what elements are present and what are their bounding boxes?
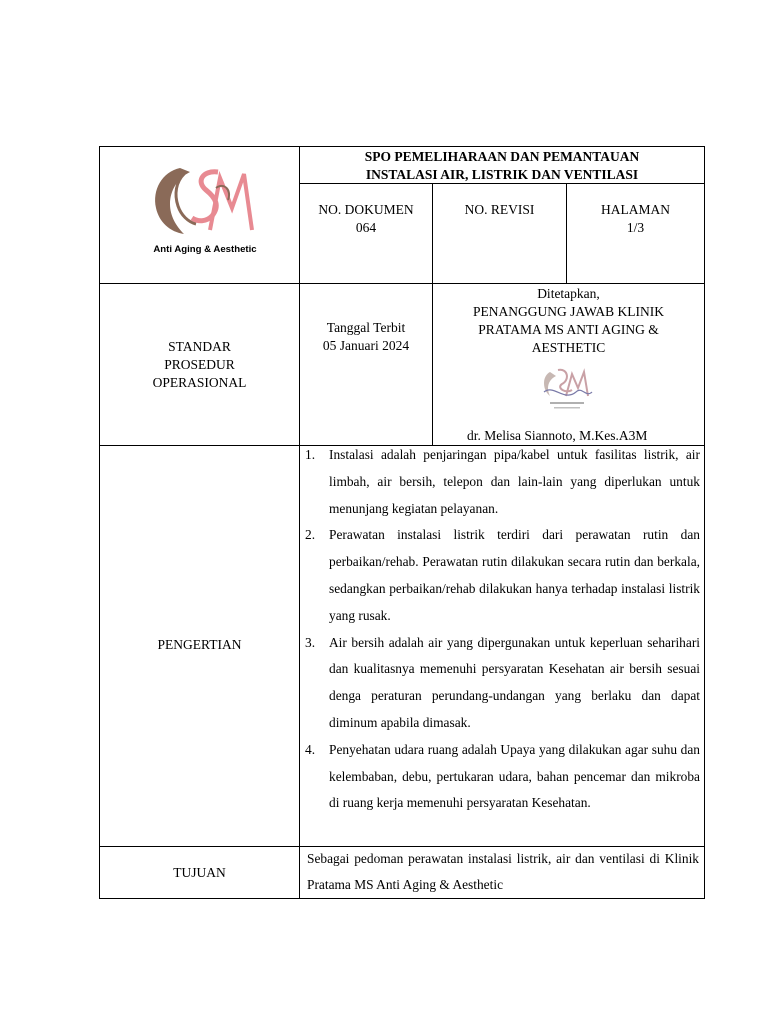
list-item-text: Instalasi adalah penjaringan pipa/kabel untuk fasilitas listrik, air limbah, air bersih, telepon dan lain-lain yang diperlukan untuk menunjang kegiatan pelayanan. bbox=[329, 447, 700, 516]
tanggal-terbit-label: Tanggal Terbit bbox=[326, 320, 406, 335]
list-item bbox=[305, 442, 700, 522]
logo-caption: Anti Aging & Aesthetic bbox=[153, 244, 257, 255]
table-border-right bbox=[704, 146, 705, 899]
no-revisi-cell bbox=[433, 201, 566, 219]
pj-line-1: PENANGGUNG JAWAB KLINIK bbox=[473, 304, 664, 319]
signer-name: dr. Melisa Siannoto, M.Kes.A3M bbox=[467, 428, 648, 443]
tanggal-terbit-value: 05 Januari 2024 bbox=[322, 338, 410, 353]
ms-monogram-icon bbox=[140, 160, 270, 244]
sop-label-line-3: OPERASIONAL bbox=[152, 375, 247, 390]
list-item-text: Perawatan instalasi listrik terdiri dari perawatan rutin dan perbaikan/rehab. Perawatan rutin dilakukan secara rutin dan berkala, sedangkan perbaikan/rehab dilakukan hanya terhadap instalasi listrik yang rusak. bbox=[329, 527, 700, 623]
sop-label-line-2: PROSEDUR bbox=[164, 357, 235, 372]
sop-label bbox=[100, 338, 299, 392]
halaman-cell bbox=[567, 201, 704, 237]
signature-icon bbox=[536, 362, 596, 418]
list-item-number: 3. bbox=[305, 634, 316, 650]
list-item-number: 2. bbox=[305, 527, 316, 543]
tujuan-text: Sebagai pedoman perawatan instalasi listrik, air dan ventilasi di Klinik Pratama MS Anti Aging & Aesthetic bbox=[307, 851, 699, 892]
list-item bbox=[305, 737, 700, 817]
list-item-number: 4. bbox=[305, 741, 316, 757]
pengertian-label: PENGERTIAN bbox=[157, 637, 242, 652]
table-border-bottom bbox=[99, 898, 705, 899]
column-divider-main bbox=[299, 146, 300, 899]
tujuan-label: TUJUAN bbox=[173, 865, 226, 880]
list-item bbox=[305, 630, 700, 737]
no-dokumen-cell bbox=[300, 201, 432, 237]
signature-stamp bbox=[536, 362, 596, 418]
clinic-logo bbox=[140, 160, 270, 264]
pj-line-2: PRATAMA MS ANTI AGING & bbox=[478, 322, 659, 337]
halaman-value: 1/3 bbox=[626, 220, 645, 235]
title-line-2: INSTALASI AIR, LISTRIK DAN VENTILASI bbox=[365, 167, 639, 182]
ditetapkan-label: Ditetapkan, bbox=[537, 286, 600, 301]
title-line-1: SPO PEMELIHARAAN DAN PEMANTAUAN bbox=[364, 149, 640, 164]
table-border-left bbox=[99, 146, 100, 899]
no-revisi-label: NO. REVISI bbox=[464, 202, 535, 217]
halaman-label: HALAMAN bbox=[601, 202, 670, 217]
no-dokumen-value: 064 bbox=[355, 220, 377, 235]
list-item bbox=[305, 522, 700, 629]
list-item-text: Penyehatan udara ruang adalah Upaya yang dilakukan agar suhu dan kelembaban, debu, pertukaran udara, bahan pencemar dan mikroba di ruang kerja memenuhi persyaratan Kesehatan. bbox=[329, 741, 700, 811]
list-item-number: 1. bbox=[305, 447, 316, 462]
row-divider-header bbox=[99, 283, 705, 284]
no-dokumen-label: NO. DOKUMEN bbox=[318, 202, 414, 217]
document-title bbox=[300, 147, 704, 184]
list-item-text: Air bersih adalah air yang dipergunakan untuk keperluan seharihari dan kualitasnya memenuhi persyaratan Kesehatan air bersih sesuai denga peraturan perundang-undangan yang berlaku dan dapat diminum apabila dimasak. bbox=[329, 634, 700, 730]
pengertian-list bbox=[305, 442, 700, 817]
tanggal-terbit-cell bbox=[300, 319, 432, 355]
sop-label-line-1: STANDAR bbox=[168, 339, 231, 354]
pj-line-3: AESTHETIC bbox=[531, 340, 606, 355]
ditetapkan-cell bbox=[433, 285, 704, 357]
